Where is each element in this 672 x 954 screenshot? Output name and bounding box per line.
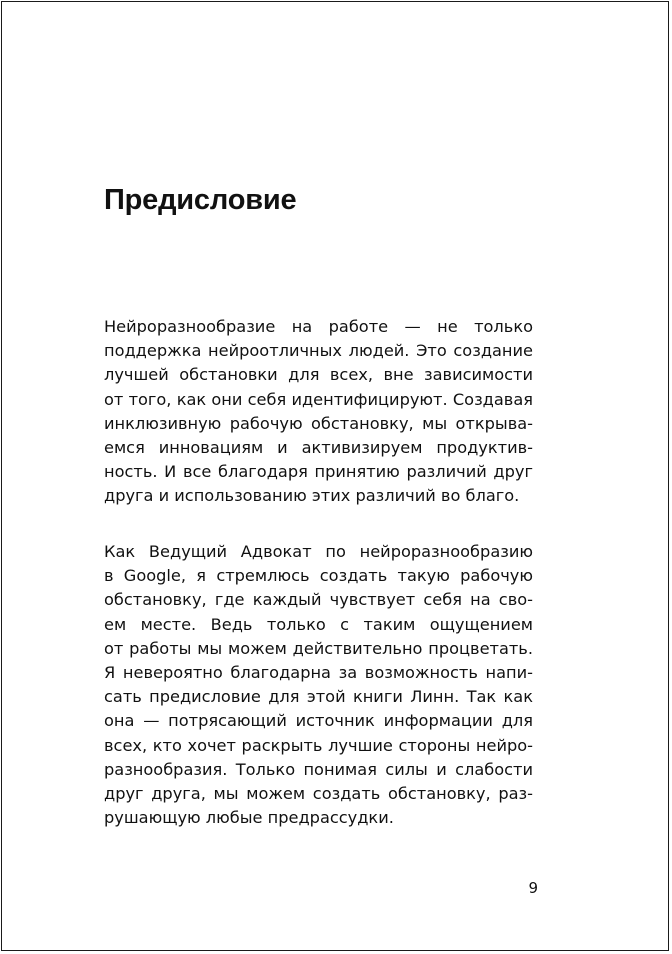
text-line: Как Ведущий Адвокат по нейроразнообразию: [104, 542, 533, 561]
page-title: Предисловие: [104, 184, 297, 216]
text-line: поддержка нейроотличных людей. Это создание: [104, 341, 533, 361]
paragraph-2: [104, 540, 533, 830]
text-line: сать предисловие для этой книги Линн. Так как: [104, 687, 533, 707]
text-line: друга и использованию этих различий во благо.: [104, 486, 520, 506]
text-line: емся инновациям и активизируем продуктив-: [104, 437, 533, 457]
text-line: она — потрясающий источник информации для: [104, 711, 533, 731]
text-line: в Google, я стремлюсь создать такую рабочую: [104, 566, 533, 586]
text-line: ность. И все благодаря принятию различий друг: [104, 462, 533, 482]
book-page: [1, 1, 669, 951]
text-line: обстановку, где каждый чувствует себя на сво-: [104, 590, 533, 610]
text-line: друг друга, мы можем создать обстановку, раз-: [104, 783, 533, 803]
text-line: разнообразия. Только понимая силы и слабости: [104, 759, 533, 779]
text-line: рушающую любые предрассудки.: [104, 808, 394, 828]
text-line: от того, как они себя идентифицируют. Создавая: [104, 389, 533, 409]
page-number: 9: [528, 879, 538, 897]
text-line: Я невероятно благодарна за возможность напи-: [104, 662, 533, 682]
text-line: от работы мы можем действительно процветать.: [104, 638, 533, 658]
text-line: Нейроразнообразие на работе — не только: [104, 317, 533, 336]
text-line: инклюзивную рабочую обстановку, мы открыва-: [104, 413, 533, 433]
text-line: ем месте. Ведь только с таким ощущением: [104, 614, 533, 634]
text-line: всех, кто хочет раскрыть лучшие стороны нейро-: [104, 735, 533, 755]
text-line: лучшей обстановки для всех, вне зависимости: [104, 365, 533, 385]
paragraph-1: [104, 315, 533, 509]
